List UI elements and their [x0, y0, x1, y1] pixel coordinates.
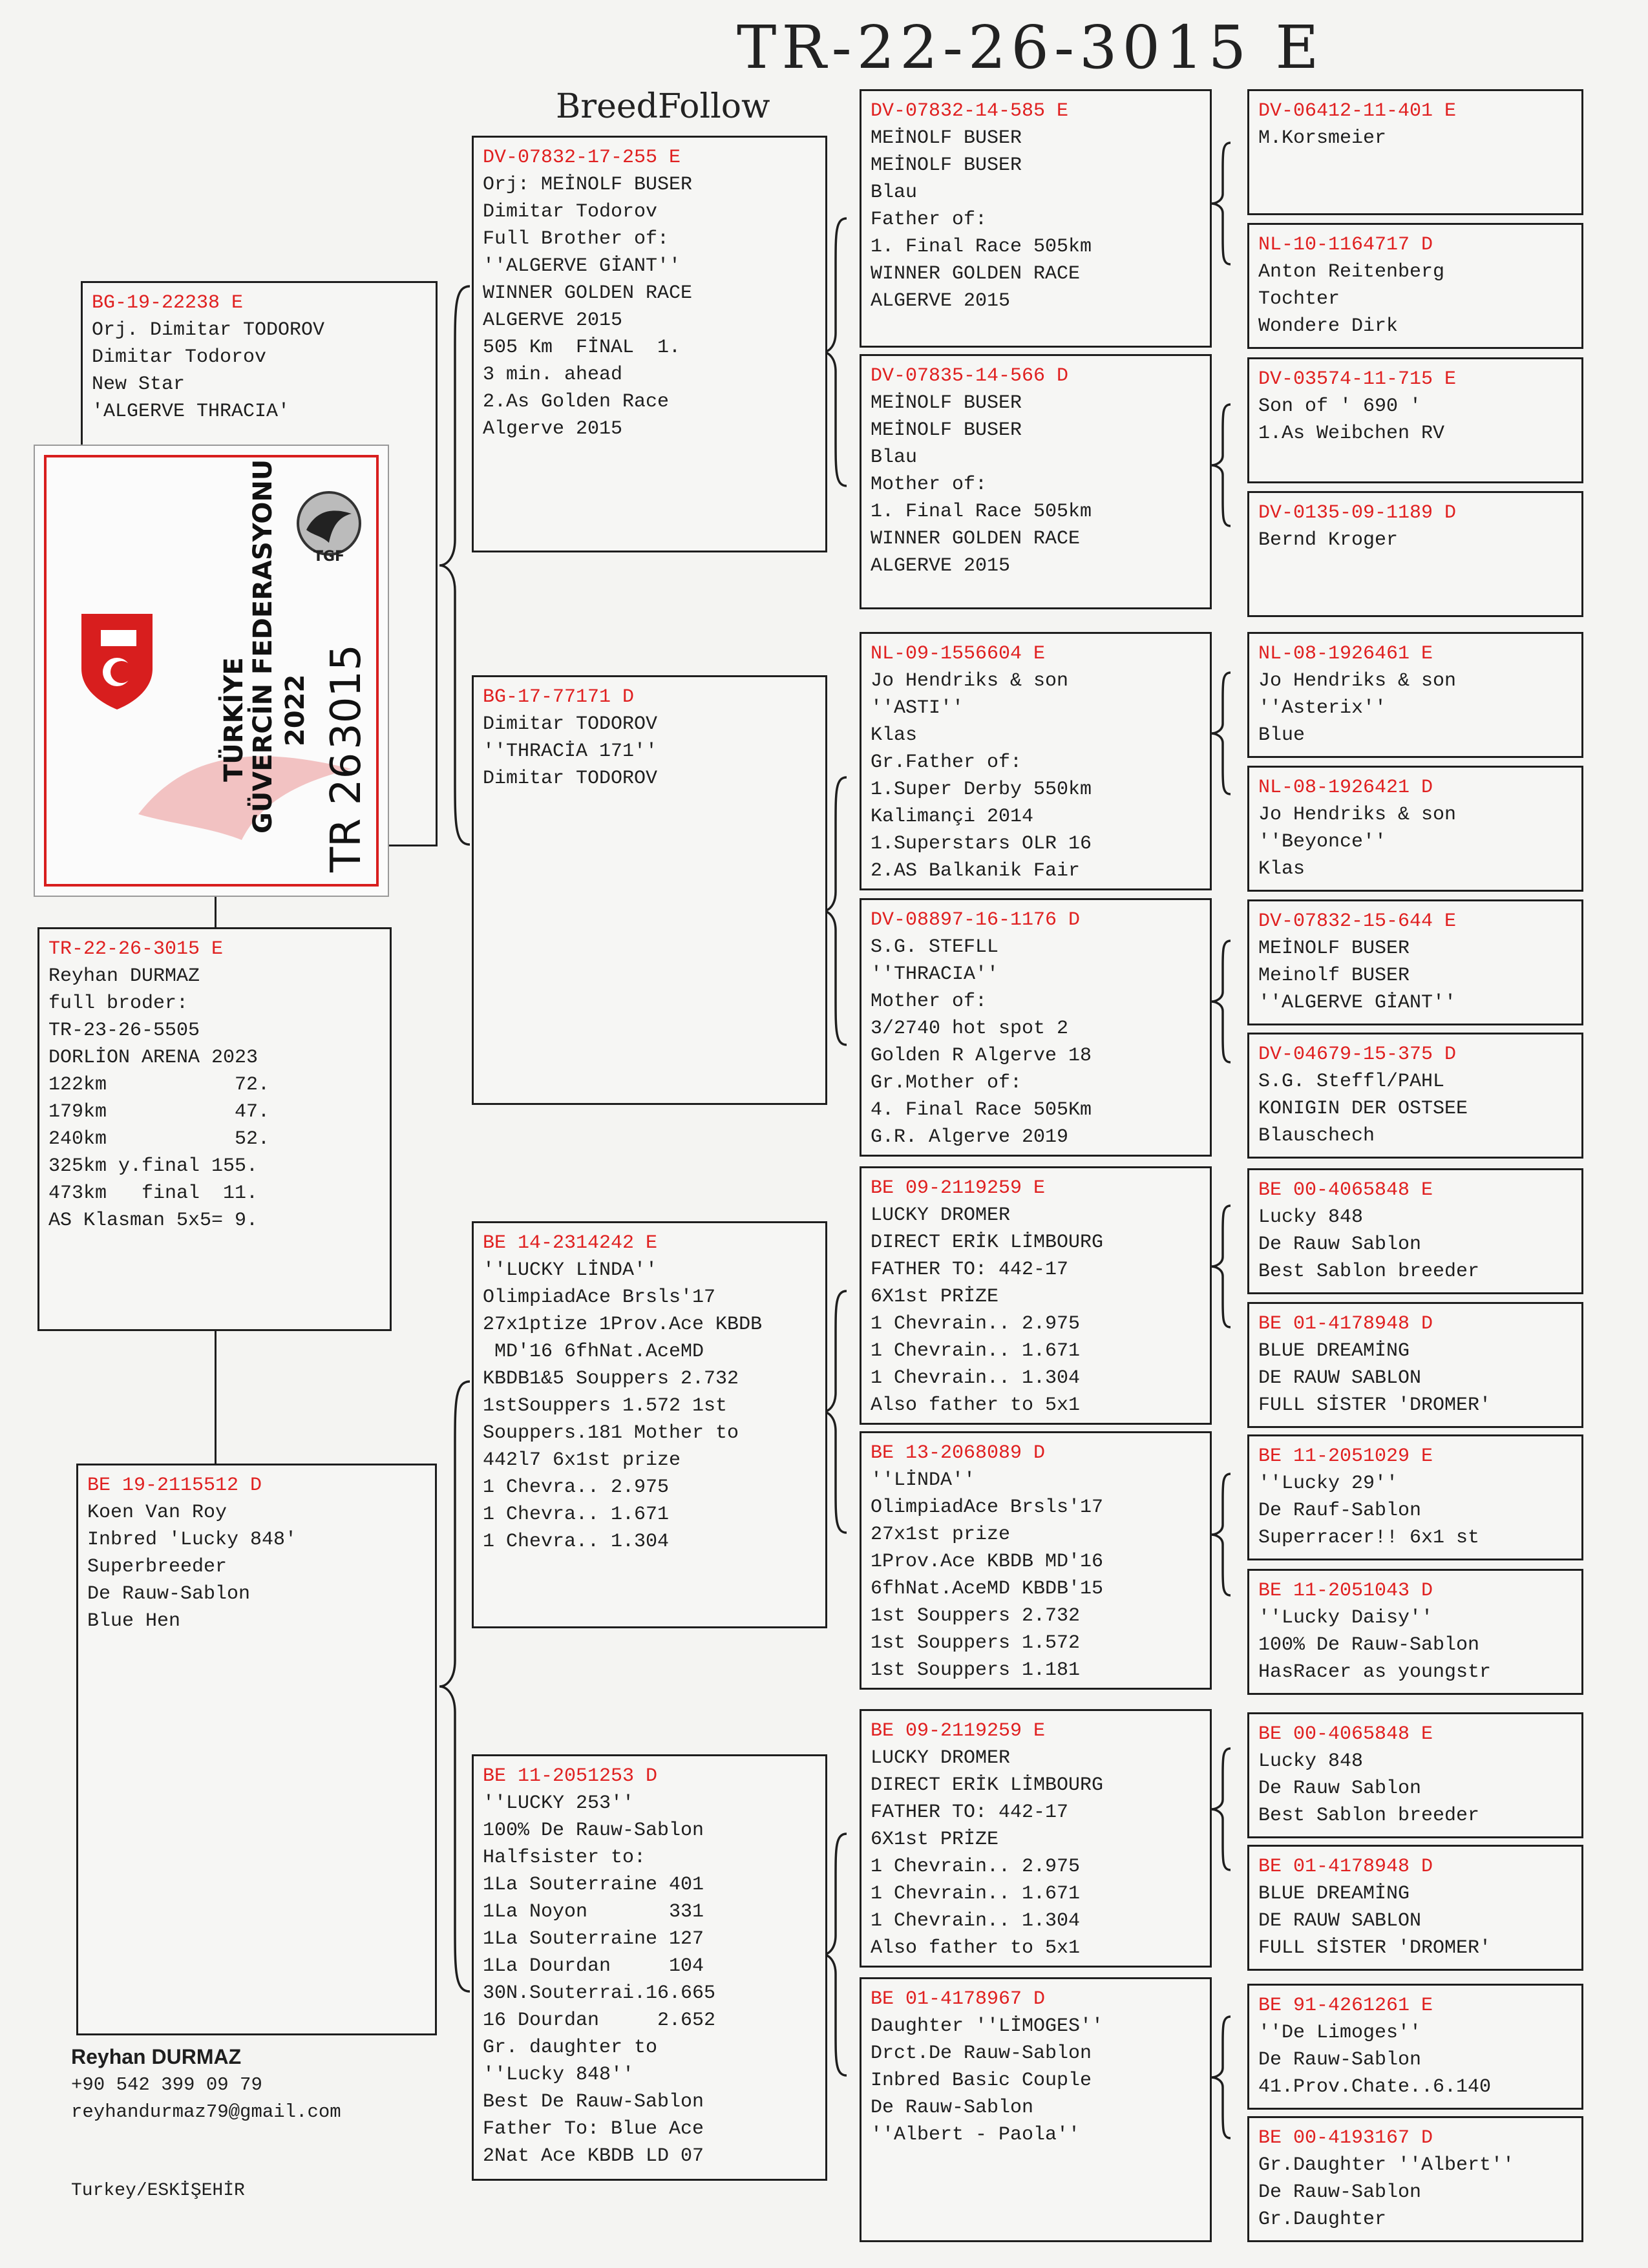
bird-line: DE RAUW SABLON [1258, 1910, 1422, 1932]
card-country: TÜRKİYE [219, 657, 249, 782]
ring-number: BE 01-4178967 D [871, 1988, 1046, 2010]
bird-line: Halfsister to: [483, 1847, 646, 1869]
bird-line: MEİNOLF BUSER [871, 127, 1022, 149]
bird-line: 325km y.final 155. [48, 1155, 259, 1177]
bird-line: 1.As Weibchen RV [1258, 423, 1445, 445]
bird-box-g5 [1247, 2116, 1583, 2242]
federation-emblem [75, 607, 159, 711]
bird-line: Superbreeder [87, 1556, 227, 1578]
bird-line: KBDB1&5 Souppers 2.732 [483, 1368, 739, 1390]
bird-line: Bernd Kroger [1258, 529, 1399, 551]
ring-number: BG-17-77171 D [483, 686, 635, 708]
bird-box-g5 [1247, 491, 1583, 617]
bird-line: Jo Hendriks & son [1258, 670, 1457, 692]
bird-box-g5 [1247, 89, 1583, 215]
bird-line: FULL SİSTER 'DROMER' [1258, 1394, 1492, 1416]
bird-box-g5 [1247, 899, 1583, 1025]
bird-line: 'ALGERVE THRACIA' [92, 401, 290, 423]
bird-line: 1.Super Derby 550km [871, 779, 1092, 801]
ring-number: BE 91-4261261 E [1258, 1995, 1433, 2017]
bird-box-ddd [860, 1977, 1212, 2242]
bird-line: De Rauw Sablon [1258, 1778, 1422, 1800]
bird-line: 41.Prov.Chate..6.140 [1258, 2076, 1492, 2098]
bird-line: Superracer!! 6x1 st [1258, 1527, 1480, 1549]
bird-line: ''THRACİA 171'' [483, 740, 658, 762]
bird-line: ''THRACIA'' [871, 963, 999, 985]
bird-line: Blau [871, 446, 918, 468]
bird-line: MEİNOLF BUSER [871, 419, 1022, 441]
bird-line: 6fhNat.AceMD KBDB'15 [871, 1578, 1104, 1600]
ring-number: BE 09-2119259 E [871, 1177, 1046, 1199]
ring-number: DV-07832-14-585 E [871, 100, 1069, 122]
bird-line: Dimitar TODOROV [483, 713, 658, 735]
ring-number: DV-06412-11-401 E [1258, 100, 1457, 122]
bird-line: Mother of: [871, 474, 988, 496]
bird-line: 240km 52. [48, 1128, 270, 1150]
bird-line: DORLİON ARENA 2023 [48, 1047, 259, 1069]
bird-line: Souppers.181 Mother to [483, 1422, 739, 1444]
bird-line: KONIGIN DER OSTSEE [1258, 1098, 1468, 1120]
bird-line: 1Prov.Ace KBDB MD'16 [871, 1551, 1104, 1573]
bird-line: full broder: [48, 992, 189, 1014]
bird-line: Dimitar Todorov [92, 346, 267, 368]
bird-line: Full Brother of: [483, 228, 670, 250]
ring-number: BE 00-4193167 D [1258, 2127, 1433, 2149]
bird-line: 27x1st prize [871, 1524, 1011, 1546]
bird-line: S.G. STEFLL [871, 936, 999, 958]
ring-number: DV-03574-11-715 E [1258, 368, 1457, 390]
ring-number: TR-22-26-3015 E [48, 938, 224, 960]
bird-line: Blue [1258, 724, 1305, 746]
bird-line: 6X1st PRİZE [871, 1829, 999, 1851]
brace-sire [434, 281, 473, 850]
bird-line: WINNER GOLDEN RACE [871, 528, 1081, 550]
logo-text: TGF [313, 549, 345, 565]
bird-line: ''ASTI'' [871, 697, 964, 719]
ring-number: BE 00-4065848 E [1258, 1723, 1433, 1745]
bird-line: Gr.Mother of: [871, 1072, 1022, 1094]
bird-box-g5 [1247, 1712, 1583, 1838]
bird-line: 505 Km FİNAL 1. [483, 337, 681, 359]
bird-line: MEİNOLF BUSER [1258, 938, 1410, 960]
bird-line: Best Sablon breeder [1258, 1805, 1480, 1827]
bird-line: 100% De Rauw-Sablon [1258, 1634, 1480, 1656]
ring-number: BE 11-2051043 D [1258, 1580, 1433, 1602]
ring-number: BE 00-4065848 E [1258, 1179, 1433, 1201]
bird-line: New Star [92, 373, 185, 395]
bird-line: Inbred 'Lucky 848' [87, 1529, 297, 1551]
bird-line: 179km 47. [48, 1101, 270, 1123]
bird-line: 1 Chevrain.. 1.671 [871, 1883, 1081, 1905]
ring-number: NL-09-1556604 E [871, 643, 1046, 665]
bird-box-g5 [1247, 1845, 1583, 1971]
bird-line: WINNER GOLDEN RACE [871, 263, 1081, 285]
ring-number: BE 19-2115512 D [87, 1475, 262, 1496]
bird-line: Daughter ''LİMOGES'' [871, 2015, 1104, 2037]
bird-line: ''Lucky 848'' [483, 2064, 635, 2086]
bird-line: 16 Dourdan 2.652 [483, 2010, 716, 2032]
bird-line: TR-23-26-5505 [48, 1020, 200, 1042]
bird-line: Dimitar Todorov [483, 201, 658, 223]
bird-line: AS Klasman 5x5= 9. [48, 1210, 259, 1232]
ring-number: NL-08-1926421 D [1258, 777, 1433, 799]
bird-line: De Rauf-Sablon [1258, 1500, 1422, 1522]
bird-line: Orj: MEİNOLF BUSER [483, 174, 693, 196]
ring-number: BE 09-2119259 E [871, 1720, 1046, 1742]
bird-line: 1 Chevrain.. 2.975 [871, 1313, 1081, 1335]
bird-line: Klas [1258, 858, 1305, 880]
bird-line: 1La Noyon 331 [483, 1901, 704, 1923]
bird-line: Dimitar TODOROV [483, 768, 658, 790]
ring-number: BE 01-4178948 D [1258, 1313, 1433, 1335]
bird-line: Also father to 5x1 [871, 1937, 1081, 1959]
bird-line: 1st Souppers 2.732 [871, 1605, 1081, 1627]
bird-line: 4. Final Race 505Km [871, 1099, 1092, 1121]
bird-line: 3 min. ahead [483, 364, 623, 386]
bird-box-dd [472, 1754, 827, 2181]
bird-line: 1 Chevra.. 1.671 [483, 1504, 670, 1526]
owner-email: reyhandurmaz79@gmail.com [71, 2101, 341, 2123]
bird-box-dds [860, 1709, 1212, 1968]
bird-box-g5 [1247, 632, 1583, 758]
ring-number: BE 14-2314242 E [483, 1232, 658, 1254]
owner-location: Turkey/ESKİŞEHİR [71, 2181, 245, 2201]
bird-box-g5 [1247, 1302, 1583, 1428]
ring-number: DV-08897-16-1176 D [871, 909, 1081, 931]
bird-line: 473km final 11. [48, 1182, 259, 1204]
ring-number: BG-19-22238 E [92, 292, 244, 314]
ring-number: BE 11-2051253 D [483, 1765, 658, 1787]
bird-box-ssd [860, 354, 1212, 609]
bird-box-sss [860, 89, 1212, 348]
bird-line: ALGERVE 2015 [871, 290, 1011, 312]
bird-line: Best Sablon breeder [1258, 1261, 1480, 1283]
card-year: 2022 [280, 674, 310, 746]
bird-box-sds [860, 632, 1212, 890]
bird-line: FULL SİSTER 'DROMER' [1258, 1937, 1492, 1959]
bird-line: G.R. Algerve 2019 [871, 1126, 1069, 1148]
bird-line: Blue Hen [87, 1610, 181, 1632]
bird-line: De Rauw-Sablon [871, 2097, 1034, 2119]
bird-line: ALGERVE 2015 [871, 555, 1011, 577]
ring-number: DV-04679-15-375 D [1258, 1044, 1457, 1066]
bird-line: 27x1ptize 1Prov.Ace KBDB [483, 1314, 763, 1336]
bird-line: ''Lucky Daisy'' [1258, 1607, 1433, 1629]
bird-line: 1La Souterraine 401 [483, 1874, 704, 1896]
bird-box-g5 [1247, 357, 1583, 483]
bird-line: Jo Hendriks & son [1258, 804, 1457, 826]
bird-line: 1st Souppers 1.572 [871, 1632, 1081, 1654]
ring-number: DV-07832-15-644 E [1258, 910, 1457, 932]
bird-line: De Rauw-Sablon [1258, 2049, 1422, 2071]
bird-line: DIRECT ERİK LİMBOURG [871, 1774, 1104, 1796]
bird-line: Algerve 2015 [483, 418, 623, 440]
bird-line: Anton Reitenberg [1258, 261, 1445, 283]
bird-box-ss [472, 136, 827, 552]
bird-line: ''De Limoges'' [1258, 2022, 1422, 2044]
bird-line: 1. Final Race 505km [871, 501, 1092, 523]
bird-line: ''LUCKY LİNDA'' [483, 1259, 658, 1281]
bird-line: 1.Superstars OLR 16 [871, 833, 1092, 855]
bird-line: 1st Souppers 1.181 [871, 1659, 1081, 1681]
ring-number: BE 13-2068089 D [871, 1442, 1046, 1464]
bird-box-g5 [1247, 766, 1583, 892]
bird-line: 1 Chevrain.. 1.671 [871, 1340, 1081, 1362]
bird-line: Gr.Daughter ''Albert'' [1258, 2154, 1515, 2176]
bird-line: Father of: [871, 209, 988, 231]
bird-box-g5 [1247, 1434, 1583, 1560]
bird-line: Drct.De Rauw-Sablon [871, 2042, 1092, 2064]
bird-line: Meinolf BUSER [1258, 965, 1410, 987]
bird-line: Reyhan DURMAZ [48, 965, 200, 987]
bird-line: Gr.Daughter [1258, 2209, 1387, 2231]
bird-line: BLUE DREAMİNG [1258, 1340, 1410, 1362]
bird-line: ''Lucky 29'' [1258, 1473, 1399, 1495]
bird-line: ''LUCKY 253'' [483, 1792, 635, 1814]
bird-line: 122km 72. [48, 1074, 270, 1096]
bird-line: FATHER TO: 442-17 [871, 1259, 1069, 1281]
bird-line: OlimpiadAce Brsls'17 [483, 1286, 716, 1308]
bird-line: OlimpiadAce Brsls'17 [871, 1496, 1104, 1518]
owner-phone: +90 542 399 09 79 [71, 2074, 262, 2095]
bird-line: Blauschech [1258, 1125, 1375, 1147]
brand-name: BreedFollow [556, 87, 770, 126]
bird-line: ''Albert - Paola'' [871, 2124, 1081, 2146]
bird-line: 1La Souterraine 127 [483, 1928, 704, 1950]
bird-line: Tochter [1258, 288, 1340, 310]
bird-box-sd [472, 675, 827, 1105]
bird-line: MEİNOLF BUSER [871, 154, 1022, 176]
ring-number: NL-10-1164717 D [1258, 234, 1433, 256]
bird-line: DE RAUW SABLON [1258, 1367, 1422, 1389]
bird-box-g5 [1247, 1984, 1583, 2110]
bird-line: 100% De Rauw-Sablon [483, 1820, 704, 1842]
connector-subject-dam [215, 1331, 217, 1464]
federation-ring-card [34, 445, 389, 897]
bird-box-ds [472, 1221, 827, 1628]
bird-line: Lucky 848 [1258, 1750, 1364, 1772]
bird-line: 1 Chevrain.. 2.975 [871, 1856, 1081, 1878]
bird-box-dsd [860, 1431, 1212, 1690]
bird-box-dss [860, 1166, 1212, 1425]
bird-line: BLUE DREAMİNG [1258, 1883, 1410, 1905]
dove-logo-icon [293, 485, 364, 569]
bird-line: LUCKY DROMER [871, 1747, 1011, 1769]
ring-number: NL-08-1926461 E [1258, 643, 1433, 665]
bird-line: S.G. Steffl/PAHL [1258, 1071, 1445, 1093]
bird-box-dam [76, 1464, 437, 2035]
bird-line: Blau [871, 182, 918, 204]
bird-box-subject [37, 927, 392, 1331]
bird-line: Kalimançi 2014 [871, 806, 1034, 828]
bird-line: 2.As Golden Race [483, 391, 670, 413]
bird-line: Gr. daughter to [483, 2037, 658, 2059]
ring-number: BE 01-4178948 D [1258, 1856, 1433, 1878]
bird-box-g5 [1247, 1569, 1583, 1695]
bird-line: 442l7 6x1st prize [483, 1449, 681, 1471]
bird-line: Klas [871, 724, 918, 746]
bird-line: 1 Chevra.. 2.975 [483, 1476, 670, 1498]
bird-line: Orj. Dimitar TODOROV [92, 319, 325, 341]
bird-line: Lucky 848 [1258, 1206, 1364, 1228]
bird-line: 1 Chevrain.. 1.304 [871, 1910, 1081, 1932]
bird-line: FATHER TO: 442-17 [871, 1801, 1069, 1823]
bird-line: Golden R Algerve 18 [871, 1045, 1092, 1067]
bird-line: ''ALGERVE GİANT'' [483, 255, 681, 277]
bird-line: ''Beyonce'' [1258, 831, 1387, 853]
bird-line: M.Korsmeier [1258, 127, 1387, 149]
bird-line: Wondere Dirk [1258, 315, 1399, 337]
ring-number: DV-07832-17-255 E [483, 147, 681, 169]
owner-name: Reyhan DURMAZ [71, 2045, 242, 2068]
bird-line: Father To: Blue Ace [483, 2118, 704, 2140]
bird-line: De Rauw Sablon [1258, 1234, 1422, 1255]
brace-dam [434, 1376, 473, 1997]
bird-line: Jo Hendriks & son [871, 670, 1069, 692]
bird-line: MEİNOLF BUSER [871, 392, 1022, 414]
bird-line: ALGERVE 2015 [483, 310, 623, 331]
bird-line: ''LİNDA'' [871, 1469, 976, 1491]
bird-line: 1La Dourdan 104 [483, 1955, 704, 1977]
pedigree-title: TR-22-26-3015 E [737, 13, 1324, 82]
bird-line: ''Asterix'' [1258, 697, 1387, 719]
bird-line: Also father to 5x1 [871, 1394, 1081, 1416]
bird-line: Koen Van Roy [87, 1502, 227, 1524]
bird-line: De Rauw-Sablon [87, 1583, 251, 1605]
bird-line: 2Nat Ace KBDB LD 07 [483, 2145, 704, 2167]
card-ring-number: 3015 [322, 644, 370, 750]
bird-line: WINNER GOLDEN RACE [483, 282, 693, 304]
bird-line: 1 Chevra.. 1.304 [483, 1531, 670, 1553]
ring-number: BE 11-2051029 E [1258, 1445, 1433, 1467]
bird-line: Best De Rauw-Sablon [483, 2091, 704, 2113]
bird-line: 1 Chevrain.. 1.304 [871, 1367, 1081, 1389]
bird-line: 6X1st PRİZE [871, 1286, 999, 1308]
bird-line: HasRacer as youngstr [1258, 1661, 1492, 1683]
bird-box-g5 [1247, 1168, 1583, 1294]
bird-line: 30N.Souterrai.16.665 [483, 1982, 716, 2004]
ring-number: DV-0135-09-1189 D [1258, 502, 1457, 524]
bird-line: Inbred Basic Couple [871, 2070, 1092, 2092]
bird-box-g5 [1247, 1033, 1583, 1159]
bird-line: Gr.Father of: [871, 751, 1022, 773]
bird-line: MD'16 6fhNat.AceMD [483, 1341, 704, 1363]
card-federation: GÜVERCİN FEDERASYONU [248, 459, 278, 834]
bird-line: De Rauw-Sablon [1258, 2181, 1422, 2203]
ring-number: DV-07835-14-566 D [871, 365, 1069, 387]
bird-line: 1stSouppers 1.572 1st [483, 1395, 728, 1417]
bird-line: 2.AS Balkanik Fair [871, 860, 1081, 882]
bird-line: 1. Final Race 505km [871, 236, 1092, 258]
bird-line: ''ALGERVE GİANT'' [1258, 992, 1457, 1014]
bird-box-g5 [1247, 223, 1583, 349]
bird-line: 3/2740 hot spot 2 [871, 1018, 1069, 1040]
bird-line: Mother of: [871, 991, 988, 1013]
bird-line: Son of ' 690 ' [1258, 395, 1422, 417]
card-ring-prefix: TR 26 [322, 752, 370, 872]
bird-line: DIRECT ERİK LİMBOURG [871, 1232, 1104, 1254]
bird-line: LUCKY DROMER [871, 1204, 1011, 1226]
bird-box-sdd [860, 898, 1212, 1157]
